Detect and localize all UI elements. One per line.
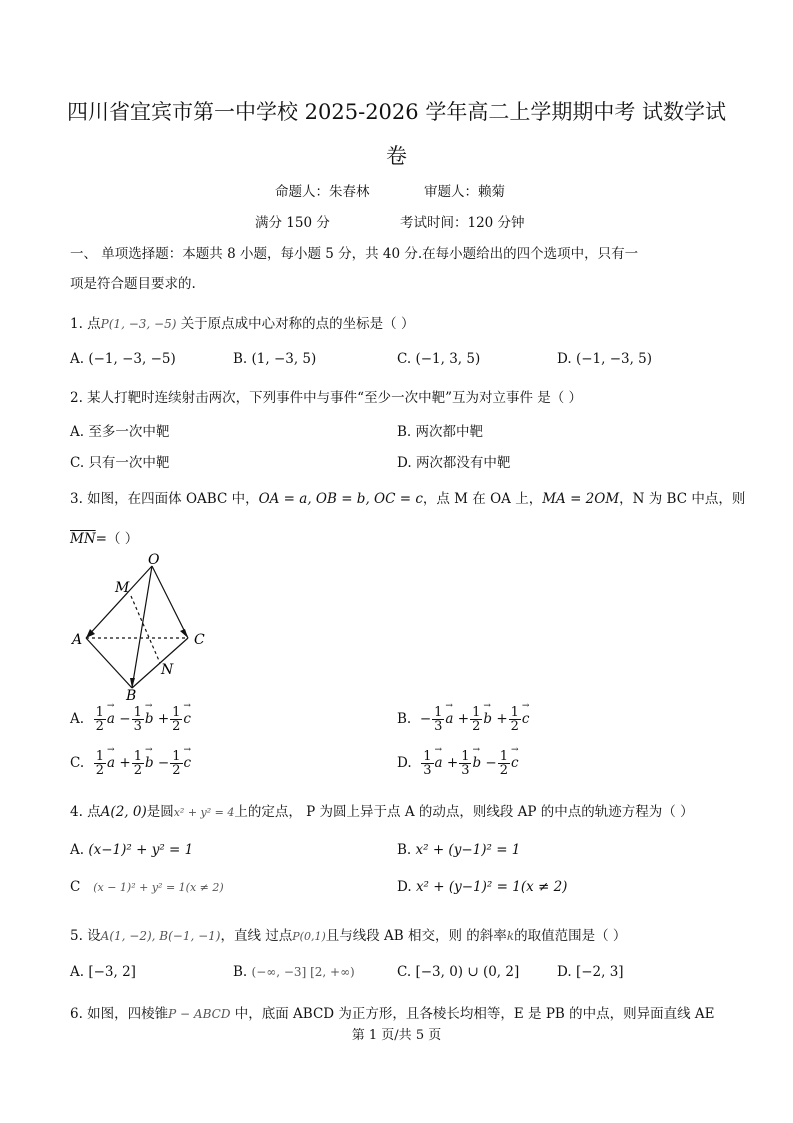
q1-option-a-value: (−1, −3, −5) (88, 351, 176, 367)
q3-mn-vector: $\overline{MN}$ (70, 531, 96, 547)
question-6: 6. 如图，四棱锥P − ABCD 中，底面 ABCD 为正方形，且各棱长均相等，E 是 PB 的中点，则异面直线 AE (70, 1006, 715, 1022)
q1-option-b-value: (1, −3, 5) (251, 351, 317, 367)
q4-circle: x² + y² = 4 (173, 806, 235, 819)
q1-option-c: C. (−1, 3, 5) (397, 351, 481, 367)
exam-title-line2: 卷 (386, 144, 407, 168)
question-1 (70, 312, 414, 332)
page-footer: 第 1 页/共 5 页 (351, 1028, 442, 1043)
q4-option-b: B. x² + (y−1)² = 1 (397, 842, 521, 858)
q5-point-p: P(0,1) (292, 930, 326, 943)
q1-option-c-value: (−1, 3, 5) (415, 351, 481, 367)
label-a: A (72, 632, 83, 648)
q5-option-c: C. [−3, 0) ∪ (0, 2] (397, 964, 520, 980)
q3-vectors: OA = a, OB = b, OC = c (258, 491, 423, 507)
q4-option-d: D. x² + (y−1)² = 1(x ≠ 2) (397, 879, 568, 895)
q3-option-a: A. $\frac{1}{2}$ → a − $\frac{1}{3}$ → b + $\frac{1}{2}$ → c (70, 706, 191, 733)
section-heading-line2: 项是符合题目要求的. (70, 276, 196, 292)
full-score: 满分 150 分 (255, 215, 330, 231)
q1-point: P(1, −3, −5) (100, 317, 177, 331)
q4-point: A(2, 0) (100, 804, 147, 820)
section-heading-line1: 一、 单项选择题：本题共 8 小题，每小题 5 分，共 40 分.在每小题给出的四个选项中，只有一 (70, 246, 639, 262)
edge-ab (86, 638, 132, 688)
question-3: 3. 如图，在四面体 OABC 中，OA = a, OB = b, OC = c，点 M 在 OA 上，MA = 2OM，N 为 BC 中点，则 (70, 491, 746, 507)
q5-option-b: B. (−∞, −3] [2, +∞) (233, 964, 355, 980)
q5-option-d: D. [−2, 3] (557, 964, 624, 980)
edge-oc (152, 566, 188, 638)
label-b: B (126, 688, 137, 702)
q3-condition: MA = 2OM (542, 491, 620, 507)
q1-option-d-value: (−1, −3, 5) (575, 351, 653, 367)
q4-option-c: C (x − 1)² + y² = 1(x ≠ 2) (70, 879, 224, 895)
q5-option-a: A. [−3, 2] (70, 964, 136, 980)
tetrahedron-figure (68, 552, 218, 702)
reviewer: 审题人：赖菊 (424, 184, 505, 200)
q1-pre: 1. 点 (70, 316, 101, 332)
question-5: 5. 设A(1, −2), B(−1, −1)，直线 过点P(0,1)且与线段 AB 相交，则 的斜率k的取值范围是（ ） (70, 928, 627, 944)
q1-option-d: D. (−1, −3, 5) (557, 351, 653, 367)
q5-points: A(1, −2), B(−1, −1) (100, 929, 221, 943)
q1-post: 关于原点成中心对称的点的坐标是（ ） (180, 316, 415, 332)
q2-option-a: A. 至多一次中靶 (70, 424, 170, 440)
q2-option-d: D. 两次都没有中靶 (397, 455, 511, 471)
label-m: M (115, 580, 130, 596)
question-4: 4. 点A(2, 0)是圆x² + y² = 4上的定点， P 为圆上异于点 A 的动点，则线段 AP 的中点的轨迹方程为（ ） (70, 804, 694, 820)
q1-option-b: B. (1, −3, 5) (233, 351, 317, 367)
q1-option-a: A. (−1, −3, −5) (70, 351, 176, 367)
exam-title-line1: 四川省宜宾市第一中学校 2025-2026 学年高二上学期期中考 试数学试 (66, 100, 726, 124)
question-2: 2. 某人打靶时连续射击两次，下列事件中与事件“至少一次中靶”互为对立事件 是（ ） (70, 390, 583, 406)
q2-option-b: B. 两次都中靶 (397, 424, 484, 440)
label-o: O (148, 552, 160, 568)
q3-option-d: D. $\frac{1}{3}$ → a + $\frac{1}{3}$ → b − $\frac{1}{2}$ → c (397, 750, 519, 777)
q4-option-a: A. (x−1)² + y² = 1 (70, 842, 194, 858)
q6-pyramid: P − ABCD (168, 1007, 231, 1021)
q2-option-c: C. 只有一次中靶 (70, 455, 170, 471)
setter: 命题人：朱春林 (275, 184, 370, 200)
label-n: N (161, 662, 174, 678)
q3-option-c: C. $\frac{1}{2}$ → a + $\frac{1}{2}$ → b − $\frac{1}{2}$ → c (70, 750, 191, 777)
q3-option-b: B. − $\frac{1}{3}$ → a + $\frac{1}{2}$ → b + $\frac{1}{2}$ → c (397, 706, 529, 733)
label-c: C (194, 632, 205, 648)
q3-ask: $\overline{MN}=$（ ） (70, 531, 139, 547)
exam-time: 考试时间：120 分钟 (400, 215, 525, 231)
